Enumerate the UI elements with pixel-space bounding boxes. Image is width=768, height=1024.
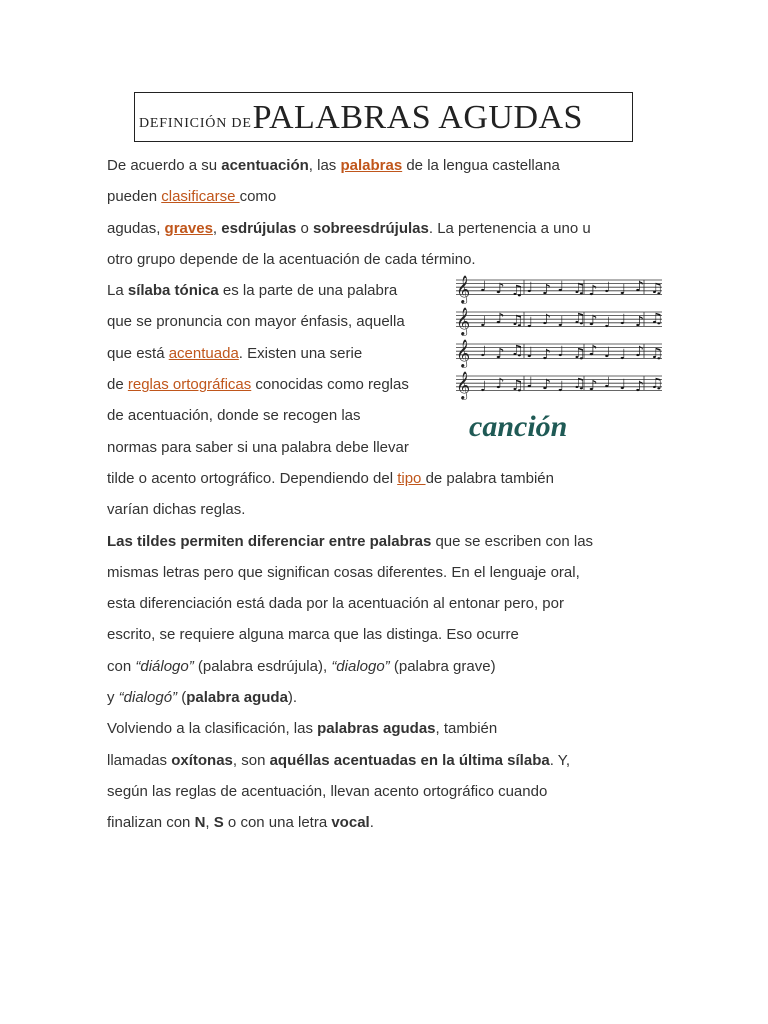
svg-text:♫: ♫: [511, 378, 524, 394]
svg-text:♩: ♩: [619, 282, 627, 298]
svg-text:♩: ♩: [604, 315, 611, 331]
svg-text:♪: ♪: [542, 312, 551, 328]
page-title-box: [134, 92, 633, 142]
svg-text:𝄞: 𝄞: [456, 307, 471, 335]
text-line: esta diferenciación está dada por la acentuación al entonar pero, por: [107, 595, 564, 613]
svg-text:♪: ♪: [588, 378, 598, 394]
svg-text:♩: ♩: [480, 314, 487, 330]
svg-text:♪: ♪: [635, 314, 644, 330]
text-line: De acuerdo a su acentuación, las palabras de la lengua castellana: [107, 157, 560, 174]
svg-text:♩: ♩: [480, 379, 487, 395]
text-line: llamadas oxítonas, son aquéllas acentuadas en la última sílaba. Y,: [107, 751, 571, 769]
svg-text:♫: ♫: [511, 283, 524, 299]
svg-text:♩: ♩: [619, 347, 627, 363]
text-line: de acentuación, donde se recogen las: [107, 407, 361, 425]
article-body: [107, 150, 667, 839]
svg-text:♫: ♫: [573, 376, 586, 392]
svg-text:♩: ♩: [557, 379, 565, 395]
text-line: normas para saber si una palabra debe llevar: [107, 438, 409, 456]
text-line: según las reglas de acentuación, llevan acento ortográfico cuando: [107, 782, 548, 800]
svg-text:♩: ♩: [604, 345, 611, 361]
svg-text:♪: ♪: [495, 346, 505, 362]
text-line: y “dialogó” (palabra aguda).: [107, 689, 298, 707]
image-caption: canción: [469, 410, 568, 443]
link-reglas-ortograficas[interactable]: reglas ortográficas: [127, 376, 252, 394]
svg-text:♫: ♫: [650, 346, 664, 362]
svg-text:♫: ♫: [573, 281, 586, 297]
text-line: pueden clasificarse como: [107, 188, 277, 206]
svg-text:♫: ♫: [573, 311, 586, 327]
svg-text:♩: ♩: [557, 314, 565, 330]
page-title: PALABRAS AGUDAS: [252, 99, 583, 136]
svg-text:♩: ♩: [604, 280, 611, 296]
svg-text:♪: ♪: [495, 311, 505, 327]
text-line: escrito, se requiere alguna marca que las distinga. Eso ocurre: [107, 626, 519, 644]
svg-text:𝄞: 𝄞: [456, 339, 471, 367]
text-line: que está acentuada. Existen una serie: [107, 344, 363, 362]
svg-text:♪: ♪: [495, 376, 505, 392]
text-line: mismas letras pero que significan cosas diferentes. En el lenguaje oral,: [107, 563, 580, 581]
text-line: de reglas ortográficas conocidas como reglas: [107, 376, 409, 394]
svg-text:♪: ♪: [495, 281, 505, 297]
text-line: otro grupo depende de la acentuación de cada término.: [107, 250, 476, 268]
svg-text:♫: ♫: [650, 376, 664, 392]
text-line: tilde o acento ortográfico. Dependiendo del tipo de palabra también: [107, 469, 554, 487]
link-acentuada[interactable]: acentuada: [168, 344, 239, 362]
svg-text:♪: ♪: [542, 347, 551, 363]
svg-text:♪: ♪: [542, 377, 551, 393]
svg-text:♫: ♫: [573, 346, 586, 362]
svg-text:𝄞: 𝄞: [456, 371, 471, 399]
link-clasificarse[interactable]: clasificarse: [161, 188, 240, 206]
svg-text:♪: ♪: [635, 344, 644, 360]
svg-text:♩: ♩: [619, 312, 627, 328]
svg-text:♩: ♩: [619, 377, 627, 393]
svg-text:♩: ♩: [526, 375, 534, 391]
text-line: agudas, graves, esdrújulas o sobreesdrújulas. La pertenencia a uno u: [107, 219, 591, 237]
text-line: que se pronuncia con mayor énfasis, aquella: [107, 313, 405, 331]
svg-text:𝄞: 𝄞: [456, 275, 471, 303]
text-line: Las tildes permiten diferenciar entre palabras que se escriben con las: [107, 532, 594, 550]
svg-text:♪: ♪: [542, 282, 551, 298]
svg-text:♩: ♩: [557, 344, 565, 360]
svg-text:♪: ♪: [588, 283, 598, 299]
svg-text:♩: ♩: [557, 279, 565, 295]
link-graves[interactable]: graves: [164, 219, 213, 237]
link-tipo[interactable]: tipo: [397, 469, 426, 487]
title-prefix: DEFINICIÓN DE: [139, 116, 252, 131]
svg-text:♩: ♩: [480, 344, 487, 360]
text-line: con “diálogo” (palabra esdrújula), “dialogo” (palabra grave): [107, 657, 496, 675]
svg-text:♪: ♪: [588, 343, 598, 359]
svg-text:♩: ♩: [526, 315, 534, 331]
svg-text:♩: ♩: [526, 280, 534, 296]
svg-text:♩: ♩: [480, 279, 487, 295]
svg-text:♩: ♩: [604, 375, 611, 391]
svg-text:♫: ♫: [511, 313, 524, 329]
svg-text:♫: ♫: [511, 343, 524, 359]
text-line: varían dichas reglas.: [107, 501, 246, 519]
svg-text:♪: ♪: [635, 279, 644, 295]
svg-text:♪: ♪: [635, 379, 644, 395]
svg-text:♪: ♪: [588, 313, 598, 329]
svg-text:♫: ♫: [650, 281, 664, 297]
text-line: La sílaba tónica es la parte de una palabra: [107, 282, 398, 300]
link-palabras[interactable]: palabras: [340, 157, 403, 174]
text-line: Volviendo a la clasificación, las palabras agudas, también: [107, 720, 498, 738]
svg-text:♫: ♫: [650, 311, 664, 327]
svg-text:♩: ♩: [526, 345, 534, 361]
text-line: finalizan con N, S o con una letra vocal.: [107, 814, 374, 832]
